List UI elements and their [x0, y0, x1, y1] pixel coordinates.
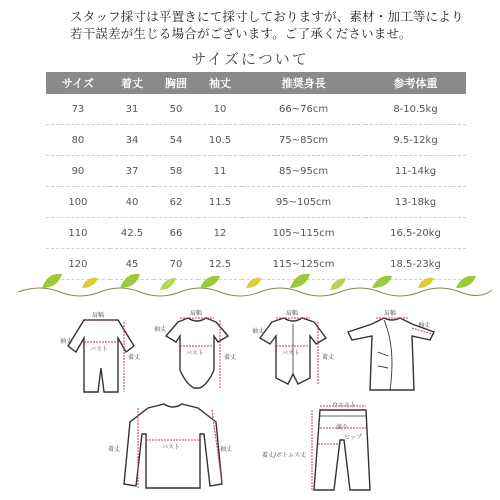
- column-header: 着丈: [110, 72, 154, 94]
- leaf-icon: [456, 276, 476, 288]
- table-cell: 62: [154, 187, 198, 218]
- table-cell: 75~85cm: [242, 125, 365, 156]
- table-cell: 54: [154, 125, 198, 156]
- column-header: 袖丈: [198, 72, 242, 94]
- table-cell: 8-10.5kg: [365, 94, 466, 125]
- bust-label: バスト: [162, 444, 181, 451]
- bust-label: バスト: [282, 350, 301, 357]
- table-cell: 37: [110, 156, 154, 187]
- leaf-icon: [330, 278, 346, 290]
- table-row: [46, 94, 466, 125]
- long-sleeve-top-diagram: [108, 400, 238, 496]
- table-cell: 34: [110, 125, 154, 156]
- leaf-icon: [372, 276, 392, 288]
- leaf-icon: [418, 278, 434, 288]
- note-line: スタッフ採寸は平置きにて採寸しておりますが、素材・加工等により: [70, 9, 464, 24]
- table-cell: 31: [110, 94, 154, 125]
- table-cell: 10.5: [198, 125, 242, 156]
- column-header: 推奨身長: [242, 72, 365, 94]
- pants-diagram: [262, 400, 392, 496]
- note-line: 若干誤差が生じる場合がございます。ご了承くださいませ。: [70, 26, 412, 41]
- table-cell: 11: [198, 156, 242, 187]
- sleeve-label: 袖丈: [418, 322, 431, 329]
- table-cell: 18.5-23kg: [365, 249, 466, 280]
- leaf-icon: [246, 278, 262, 288]
- table-row: [46, 187, 466, 218]
- table-cell: 9.5-12kg: [365, 125, 466, 156]
- leaf-icon: [290, 274, 310, 288]
- rise-label: 渡り: [336, 424, 349, 431]
- shoulder-label: 肩幅: [384, 310, 397, 317]
- table-row: [46, 218, 466, 249]
- wrap-gown-diagram: [340, 308, 440, 398]
- leaf-icon: [160, 278, 176, 290]
- inseam-label: 着丈/ボトムス丈: [262, 452, 307, 459]
- table-cell: 10: [198, 94, 242, 125]
- table-cell: 13-18kg: [365, 187, 466, 218]
- table-cell: 66~76cm: [242, 94, 365, 125]
- length-label: 着丈: [322, 354, 335, 361]
- leaf-icon: [120, 274, 140, 288]
- leaf-vine-divider: [0, 266, 500, 298]
- coverall-diagram: [56, 308, 146, 398]
- table-cell: 66: [154, 218, 198, 249]
- measurement-note: [70, 8, 490, 42]
- table-cell: 16.5-20kg: [365, 218, 466, 249]
- leaf-icon: [200, 276, 220, 288]
- table-row: [46, 156, 466, 187]
- column-header: 参考体重: [365, 72, 466, 94]
- sleeve-label: 袖丈: [60, 338, 73, 345]
- table-cell: 11-14kg: [365, 156, 466, 187]
- romper-diagram: [248, 308, 338, 398]
- table-cell: 90: [46, 156, 110, 187]
- table-cell: 70: [154, 249, 198, 280]
- table-cell: 50: [154, 94, 198, 125]
- table-header-row: [46, 72, 466, 94]
- sleeve-label: 袖丈: [252, 328, 265, 335]
- table-cell: 95~105cm: [242, 187, 365, 218]
- column-header: サイズ: [46, 72, 110, 94]
- table-cell: 110: [46, 218, 110, 249]
- shoulder-label: 肩幅: [190, 310, 203, 317]
- bodysuit-diagram: [152, 308, 242, 398]
- length-label: 着丈: [108, 446, 121, 453]
- pants-icon: [262, 400, 392, 496]
- bust-label: バスト: [186, 350, 205, 357]
- size-heading: サイズについて: [191, 50, 309, 68]
- sleeve-label: 袖丈: [220, 446, 233, 453]
- table-cell: 73: [46, 94, 110, 125]
- size-table: [46, 72, 466, 280]
- sleeve-label: 袖丈: [154, 326, 167, 333]
- table-cell: 115~125cm: [242, 249, 365, 280]
- leaf-icon: [82, 278, 98, 288]
- hip-label: ヒップ: [344, 434, 362, 441]
- column-header: 胸囲: [154, 72, 198, 94]
- shoulder-label: 肩幅: [92, 312, 105, 319]
- table-cell: 58: [154, 156, 198, 187]
- table-cell: 11.5: [198, 187, 242, 218]
- waist-label: ウエスト: [332, 402, 357, 409]
- leaf-icon: [42, 274, 62, 288]
- table-cell: 12: [198, 218, 242, 249]
- table-cell: 105~115cm: [242, 218, 365, 249]
- bust-label: バスト: [90, 346, 109, 353]
- table-cell: 45: [110, 249, 154, 280]
- table-cell: 80: [46, 125, 110, 156]
- table-cell: 12.5: [198, 249, 242, 280]
- table-cell: 42.5: [110, 218, 154, 249]
- length-label: 着丈: [224, 354, 237, 361]
- table-cell: 100: [46, 187, 110, 218]
- length-label: 着丈: [128, 354, 141, 361]
- table-cell: 120: [46, 249, 110, 280]
- table-row: [46, 125, 466, 156]
- shoulder-label: 肩幅: [286, 310, 299, 317]
- table-cell: 40: [110, 187, 154, 218]
- table-cell: 85~95cm: [242, 156, 365, 187]
